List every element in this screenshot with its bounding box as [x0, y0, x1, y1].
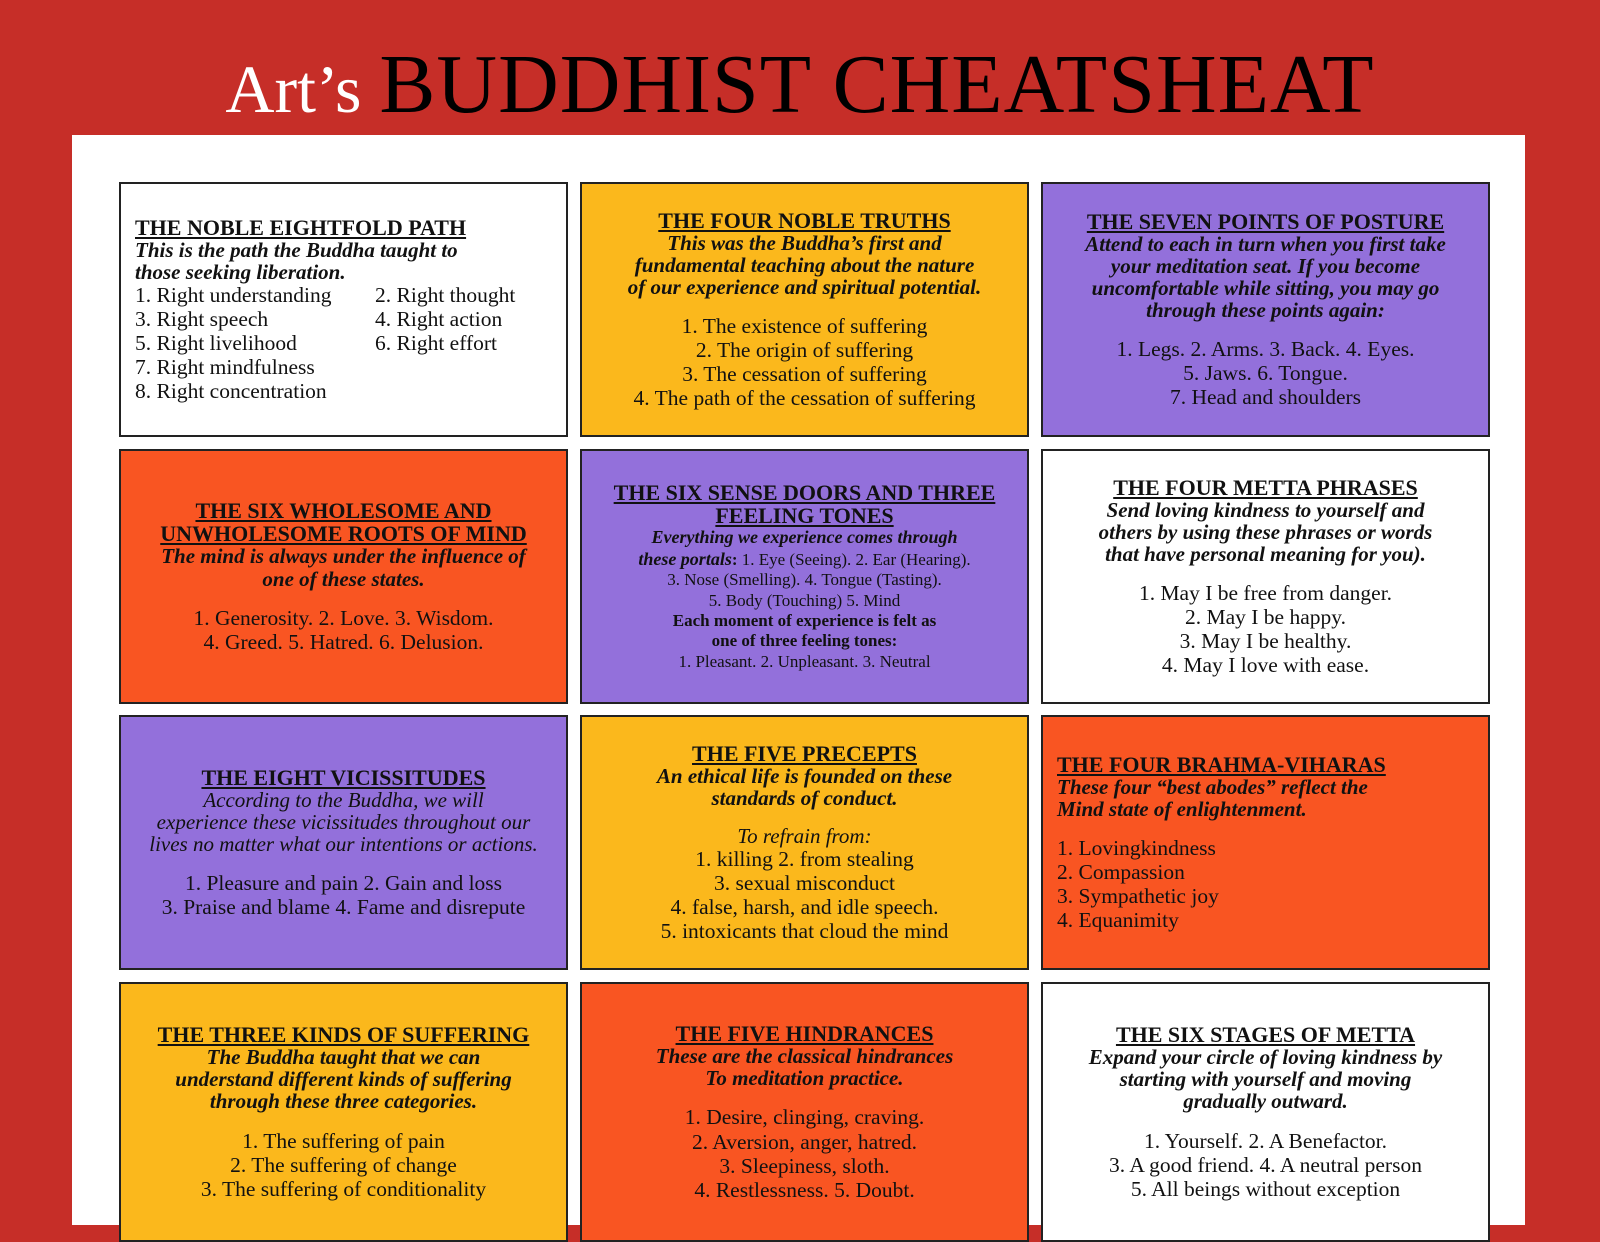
list-item: 1. Right understanding	[135, 282, 332, 307]
card-four-metta-phrases	[1041, 449, 1490, 704]
list-item: 1. Pleasure and pain 2. Gain and loss	[184, 871, 503, 896]
portals-list: 1. Eye (Seeing). 2. Ear (Hearing).	[737, 549, 971, 569]
card-subtitle: This is the path the Buddha taught to	[135, 237, 458, 262]
card-subtitle: According to the Buddha, we will	[203, 787, 484, 812]
card-four-brahma-viharas	[1041, 715, 1490, 970]
card-subtitle: These four “best abodes” reflect the	[1057, 774, 1368, 799]
card-title: THE FIVE HINDRANCES	[675, 1021, 934, 1047]
list-item: 5. Right livelihood	[135, 331, 297, 356]
card-subtitle: others by using these phrases or words	[1098, 519, 1433, 544]
card-subtitle: starting with yourself and moving	[1119, 1067, 1412, 1092]
card-subtitle: An ethical life is founded on these	[656, 763, 953, 788]
sense-portals-line	[638, 549, 970, 571]
list-item: 2. Right thought	[375, 282, 516, 307]
title-prefix: Art’s	[225, 51, 362, 127]
list-item: 3. A good friend. 4. A neutral person	[1109, 1152, 1422, 1177]
list-item: 8. Right concentration	[135, 379, 327, 404]
list-item: 4. The path of the cessation of suffering	[633, 386, 976, 411]
card-four-noble-truths	[580, 182, 1029, 437]
list-item: 1. Generosity. 2. Love. 3. Wisdom.	[193, 605, 494, 630]
card-title: UNWHOLESOME ROOTS OF MIND	[160, 521, 527, 547]
card-six-sense-doors	[580, 449, 1029, 704]
card-subtitle: fundamental teaching about the nature	[634, 252, 975, 277]
card-subtitle: those seeking liberation.	[135, 259, 346, 284]
list-item	[375, 379, 545, 403]
list-item: 7. Right mindfulness	[135, 355, 315, 380]
card-seven-points-of-posture	[1041, 182, 1490, 437]
list-item: 1. killing 2. from stealing	[695, 846, 914, 871]
list-item	[375, 355, 545, 379]
page-title	[0, 38, 1600, 132]
card-subtitle: The mind is always under the influence of	[161, 544, 526, 569]
list-item: 1. The existence of suffering	[681, 313, 928, 338]
card-subtitle: Attend to each in turn when you first take	[1085, 231, 1446, 256]
list-item: 2. The origin of suffering	[695, 338, 914, 363]
card-six-stages-of-metta	[1041, 982, 1490, 1242]
tones-intro: Each moment of experience is felt as	[672, 610, 937, 630]
card-subtitle: your meditation seat. If you become	[1110, 253, 1421, 278]
card-subtitle: gradually outward.	[1183, 1089, 1348, 1114]
list-item: 3. May I be healthy.	[1179, 629, 1352, 654]
title-main: BUDDHIST CHEATSHEAT	[379, 38, 1375, 131]
card-five-hindrances	[580, 982, 1029, 1242]
card-subtitle: that have personal meaning for you).	[1105, 541, 1426, 566]
card-title: THE NOBLE EIGHTFOLD PATH	[135, 214, 467, 240]
card-subtitle: To meditation practice.	[705, 1066, 904, 1091]
card-subtitle: These are the classical hindrances	[655, 1044, 954, 1069]
card-subtitle: through these three categories.	[209, 1089, 478, 1114]
card-subtitle: uncomfortable while sitting, you may go	[1091, 275, 1440, 300]
card-subtitle: This was the Buddha’s first and	[667, 230, 942, 255]
path-list	[135, 283, 545, 403]
card-title: THE FOUR BRAHMA-VIHARAS	[1057, 751, 1386, 777]
list-item: 1. May I be free from danger.	[1138, 580, 1393, 605]
card-title: THE SIX STAGES OF METTA	[1115, 1022, 1416, 1048]
list-item: 4. Right action	[375, 306, 503, 331]
list-item: 3. Right speech	[135, 306, 269, 331]
card-title: FEELING TONES	[715, 502, 894, 528]
card-three-kinds-of-suffering	[119, 982, 568, 1242]
list-item: 3. Sleepiness, sloth.	[719, 1153, 890, 1178]
list-item: 2. The suffering of change	[230, 1152, 457, 1177]
list-item: 1. The suffering of pain	[242, 1128, 445, 1153]
list-item: 4. Equanimity	[1057, 908, 1179, 933]
card-subtitle: of our experience and spiritual potential.	[627, 274, 982, 299]
card-subtitle: one of these states.	[262, 566, 425, 591]
list-item: 3. The suffering of conditionality	[200, 1176, 487, 1201]
sense-intro: Everything we experience comes through	[651, 527, 958, 548]
card-noble-eightfold-path	[119, 182, 568, 437]
card-subtitle: experience these vicissitudes throughout our	[156, 809, 531, 834]
list-item: 1. Lovingkindness	[1057, 835, 1216, 860]
portals-label: these portals	[638, 548, 732, 569]
list-item: 2. May I be happy.	[1184, 605, 1346, 630]
card-title: THE FIVE PRECEPTS	[692, 740, 917, 766]
list-item: 5. All beings without exception	[1130, 1176, 1401, 1201]
list-item: 7. Head and shoulders	[1169, 385, 1362, 410]
list-item: 5. intoxicants that cloud the mind	[660, 919, 949, 944]
card-title: THE SIX SENSE DOORS AND THREE	[613, 479, 996, 505]
card-subtitle: lives no matter what our intentions or actions.	[149, 831, 538, 856]
card-subtitle: understand different kinds of suffering	[175, 1067, 512, 1092]
portals-list: 5. Body (Touching) 5. Mind	[708, 590, 901, 610]
list-item: 1. Legs. 2. Arms. 3. Back. 4. Eyes.	[1116, 337, 1415, 362]
card-subtitle: standards of conduct.	[711, 785, 898, 810]
card-eight-vicissitudes	[119, 715, 568, 970]
list-item: 1. Desire, clinging, craving.	[684, 1105, 925, 1130]
list-item: 1. Yourself. 2. A Benefactor.	[1143, 1128, 1388, 1153]
list-item: 5. Jaws. 6. Tongue.	[1183, 361, 1348, 386]
card-title: THE FOUR METTA PHRASES	[1113, 474, 1418, 500]
tones-intro: one of three feeling tones:	[711, 631, 898, 651]
card-subtitle: The Buddha taught that we can	[206, 1045, 481, 1070]
list-item: 4. false, harsh, and idle speech.	[670, 895, 939, 920]
list-item: 3. sexual misconduct	[714, 871, 895, 896]
card-title: THE FOUR NOBLE TRUTHS	[658, 207, 951, 233]
list-item: 3. Praise and blame 4. Fame and disrepute	[161, 895, 526, 920]
list-item: 2. Compassion	[1057, 860, 1185, 885]
list-item: 4. May I love with ease.	[1161, 653, 1370, 678]
list-item: 6. Right effort	[375, 331, 498, 356]
list-item: 4. Restlessness. 5. Doubt.	[694, 1177, 915, 1202]
card-subtitle: Expand your circle of loving kindness by	[1088, 1045, 1443, 1070]
tones-list: 1. Pleasant. 2. Unpleasant. 3. Neutral	[678, 651, 931, 671]
card-subtitle: Send loving kindness to yourself and	[1106, 497, 1425, 522]
card-subtitle: through these points again:	[1146, 297, 1385, 322]
list-item: 3. The cessation of suffering	[682, 362, 927, 387]
list-lead: To refrain from:	[737, 823, 872, 848]
portals-list: 3. Nose (Smelling). 4. Tongue (Tasting).	[667, 570, 942, 590]
list-item: 2. Aversion, anger, hatred.	[691, 1129, 917, 1154]
card-title: THE SIX WHOLESOME AND	[195, 498, 492, 524]
list-item: 3. Sympathetic joy	[1057, 884, 1219, 909]
card-five-precepts	[580, 715, 1029, 970]
list-item: 4. Greed. 5. Hatred. 6. Delusion.	[203, 629, 484, 654]
card-title: THE THREE KINDS OF SUFFERING	[157, 1022, 530, 1048]
portals-colon: :	[731, 549, 738, 569]
card-six-roots-of-mind	[119, 449, 568, 704]
card-title: THE EIGHT VICISSITUDES	[201, 764, 486, 790]
card-title: THE SEVEN POINTS OF POSTURE	[1086, 208, 1445, 234]
card-subtitle: Mind state of enlightenment.	[1057, 796, 1307, 821]
